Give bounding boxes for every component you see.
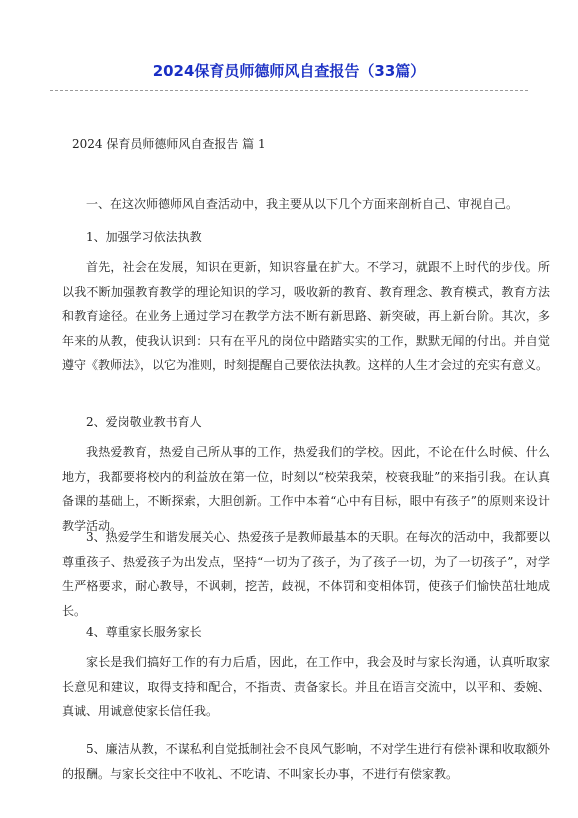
section-heading: 2024 保育员师德师风自查报告 篇 1 [72,137,266,151]
subheading-4: 4、尊重家长服务家长 [86,625,202,639]
paragraph-1: 首先，社会在发展，知识在更新，知识容量在扩大。不学习，就跟不上时代的步伐。所以我不断加强教育教学的理论知识的学习，吸收新的教育、教育理念、教育模式，教育方法和教育途径。在业务上通过学习在教学方法不断有新思路、新突破，再上新台阶。其次，多年来的从教，使我认识到：只有在平凡的岗位中踏踏实实的工作，默默无闻的付出。并自觉遵守《教师法》，以它为准则，时刻提醒自己要依法执教。这样的人生才会过的充实有意义。 [62,260,550,372]
paragraph-5: 5、廉洁从教，不谋私利自觉抵制社会不良风气影响，不对学生进行有偿补课和收取额外的报酬。与家长交往中不收礼、不吃请、不叫家长办事，不进行有偿家教。 [62,742,550,781]
paragraph-4: 家长是我们搞好工作的有力后盾，因此，在工作中，我会及时与家长沟通，认真听取家长意见和建议，取得支持和配合，不指责、责备家长。并且在语言交流中，以平和、委婉、真诚、用诚意使家长信任我。 [62,655,550,718]
paragraph-3: 3、热爱学生和谐发展关心、热爱孩子是教师最基本的天职。在每次的活动中，我都要以尊重孩子、热爱孩子为出发点，坚持“一切为了孩子，为了孩子一切，为了一切孩子”，对学生严格要求，耐心教导，不讽刺，挖苦，歧视，不体罚和变相体罚，使孩子们愉快茁壮地成长。 [62,530,550,618]
document-title: 2024保育员师德师风自查报告（33篇） [152,62,426,80]
subheading-1: 1、加强学习依法执教 [86,230,202,244]
subheading-2: 2、爱岗敬业教书育人 [86,415,202,429]
paragraph-intro: 一、在这次师德师风自查活动中，我主要从以下几个方面来剖析自己、审视自己。 [86,197,519,211]
title-divider [50,90,528,91]
paragraph-2: 我热爱教育，热爱自己所从事的工作，热爱我们的学校。因此，不论在什么时候、什么地方，我都要将校内的利益放在第一位，时刻以“校荣我荣，校衰我耻”的来指引我。在认真备课的基础上，不断探索，大胆创新。工作中本着“心中有目标，眼中有孩子”的原则来设计教学活动。 [62,445,550,533]
